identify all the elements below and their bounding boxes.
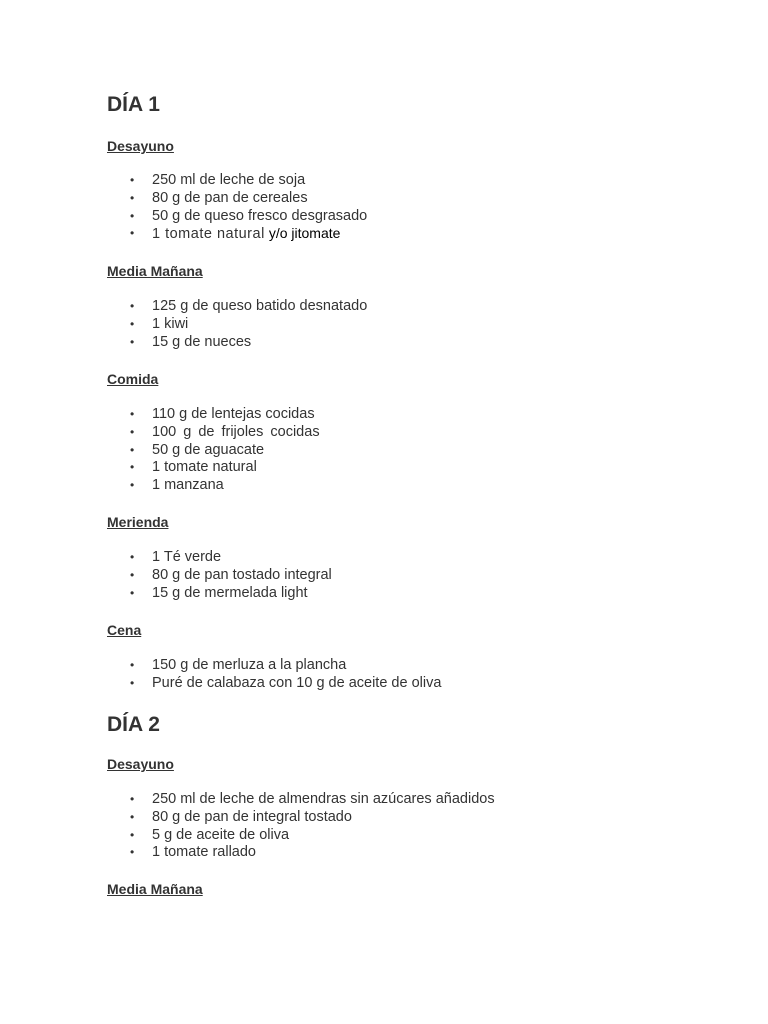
day-1-comida-heading: Comida [107, 371, 159, 387]
list-item: • 125 g de queso batido desnatado [152, 298, 367, 316]
day-2-media-manana-heading: Media Mañana [107, 881, 203, 897]
day-1-desayuno-heading: Desayuno [107, 138, 174, 154]
list-item: • 250 ml de leche de soja [152, 172, 367, 190]
list-item: • 110 g de lentejas cocidas [152, 406, 320, 424]
day-1-media-manana-list [152, 298, 367, 351]
list-item: • 50 g de queso fresco desgrasado [152, 208, 367, 226]
list-item: • 1 kiwi [152, 316, 367, 334]
day-1-merienda-list [152, 549, 332, 602]
list-item: • 150 g de merluza a la plancha [152, 657, 441, 675]
day-2-desayuno-list [152, 791, 495, 862]
day-1-media-manana-heading: Media Mañana [107, 263, 203, 279]
day-1-comida-list [152, 406, 320, 495]
list-item: • 80 g de pan tostado integral [152, 567, 332, 585]
list-item: • 15 g de nueces [152, 334, 367, 352]
day-1-cena-list [152, 657, 441, 693]
list-item: • 80 g de pan de cereales [152, 190, 367, 208]
list-item: • 1 tomate natural y/o jitomate [152, 225, 367, 244]
list-item: • 80 g de pan de integral tostado [152, 809, 495, 827]
day-1-desayuno-list [152, 172, 367, 244]
list-item: • 100 g de frijoles cocidas [152, 424, 320, 442]
day-1-merienda-heading: Merienda [107, 514, 169, 530]
list-item: • 1 Té verde [152, 549, 332, 567]
list-item: • 1 manzana [152, 477, 320, 495]
extra-note: y/o jitomate [268, 225, 341, 242]
list-item: • 250 ml de leche de almendras sin azúcares añadidos [152, 791, 495, 809]
list-item: • Puré de calabaza con 10 g de aceite de oliva [152, 675, 441, 693]
list-item: • 5 g de aceite de oliva [152, 827, 495, 845]
day-1-heading: DÍA 1 [107, 93, 160, 116]
list-item: • 1 tomate rallado [152, 844, 495, 862]
day-1-cena-heading: Cena [107, 622, 142, 638]
list-item: • 50 g de aguacate [152, 442, 320, 460]
list-item: • 15 g de mermelada light [152, 585, 332, 603]
list-item: • 1 tomate natural [152, 459, 320, 477]
day-2-desayuno-heading: Desayuno [107, 756, 174, 772]
day-2-heading: DÍA 2 [107, 713, 160, 736]
